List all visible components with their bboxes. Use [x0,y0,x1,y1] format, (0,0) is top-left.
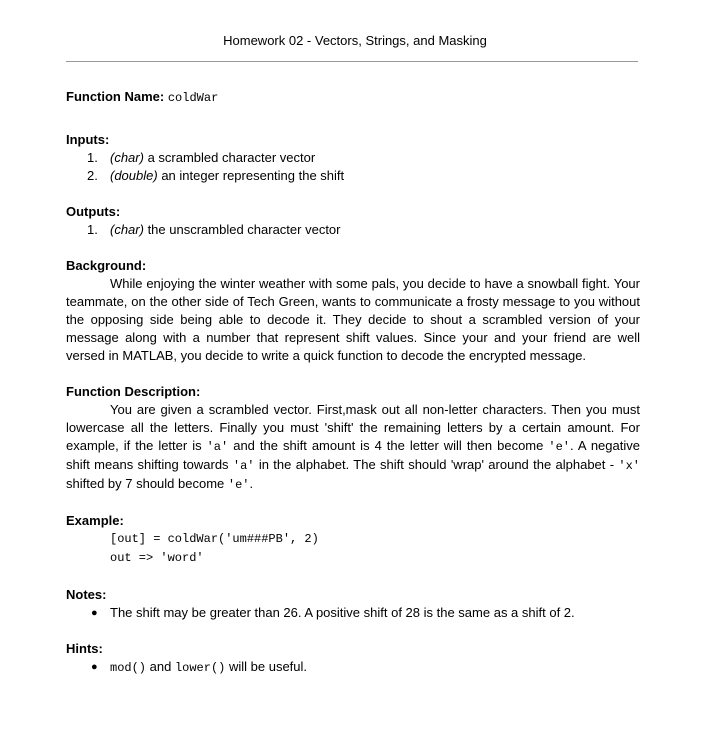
list-item: 1. (char) a scrambled character vector [87,150,316,165]
list-item: ● The shift may be greater than 26. A positive shift of 28 is the same as a shift of 2. [91,605,575,620]
notes-list [66,604,640,622]
notes-heading: Notes: [66,587,107,602]
background-heading: Background: [66,258,147,273]
notes-section [66,586,640,622]
function-name-value: coldWar [167,91,219,105]
outputs-section [66,203,640,239]
description-heading: Function Description: [66,384,201,399]
outputs-list [66,221,640,239]
function-name-label: Function Name: [66,89,165,104]
description-section [66,383,640,494]
hints-heading: Hints: [66,641,103,656]
list-item: ● mod() and lower() will be useful. [91,659,308,675]
bullet-icon: ● [91,607,98,619]
example-section [66,512,640,568]
background-text: While enjoying the winter weather with some pals, you decide to have a snowball fight. Your teammate, on the other side of Tech Green, wants to communicate a frosty message to you without the opposing side being able to decode it. They decide to shout a scrambled version of your message along with a number that represent shift values. Since your and your friend are well versed in MATLAB, you decide to write a quick function to decode the encrypted message. [66,276,640,363]
description-text: You are given a scrambled vector. First,mask out all non-letter characters. Then you must lowercase all the letters. Finally you must 'shift' the remaining letters by a certain amount. For example, if the letter is 'a' and the shift amount is 4 the letter will then become 'e'. A negative shift means shifting towards 'a' in the alphabet. The shift should 'wrap' around the alphabet - 'x' shifted by 7 should become 'e'. [66,402,640,492]
inputs-section [66,131,640,185]
header-rule [66,61,638,62]
bullet-icon: ● [91,661,98,673]
page-header: Homework 02 - Vectors, Strings, and Masking [223,33,487,48]
outputs-heading: Outputs: [66,204,121,219]
list-item: 1. (char) the unscrambled character vector [87,222,341,237]
example-heading: Example: [66,513,124,528]
hints-section [66,640,640,677]
function-name [66,88,640,106]
background-section [66,257,640,365]
example-code-line: [out] = coldWar('um###PB', 2) [110,532,319,546]
document-body [66,88,640,695]
hints-list [66,658,640,677]
example-code-line: out => 'word' [110,551,204,565]
inputs-heading: Inputs: [66,132,110,147]
inputs-list [66,149,640,185]
list-item: 2. (double) an integer representing the shift [87,168,345,183]
